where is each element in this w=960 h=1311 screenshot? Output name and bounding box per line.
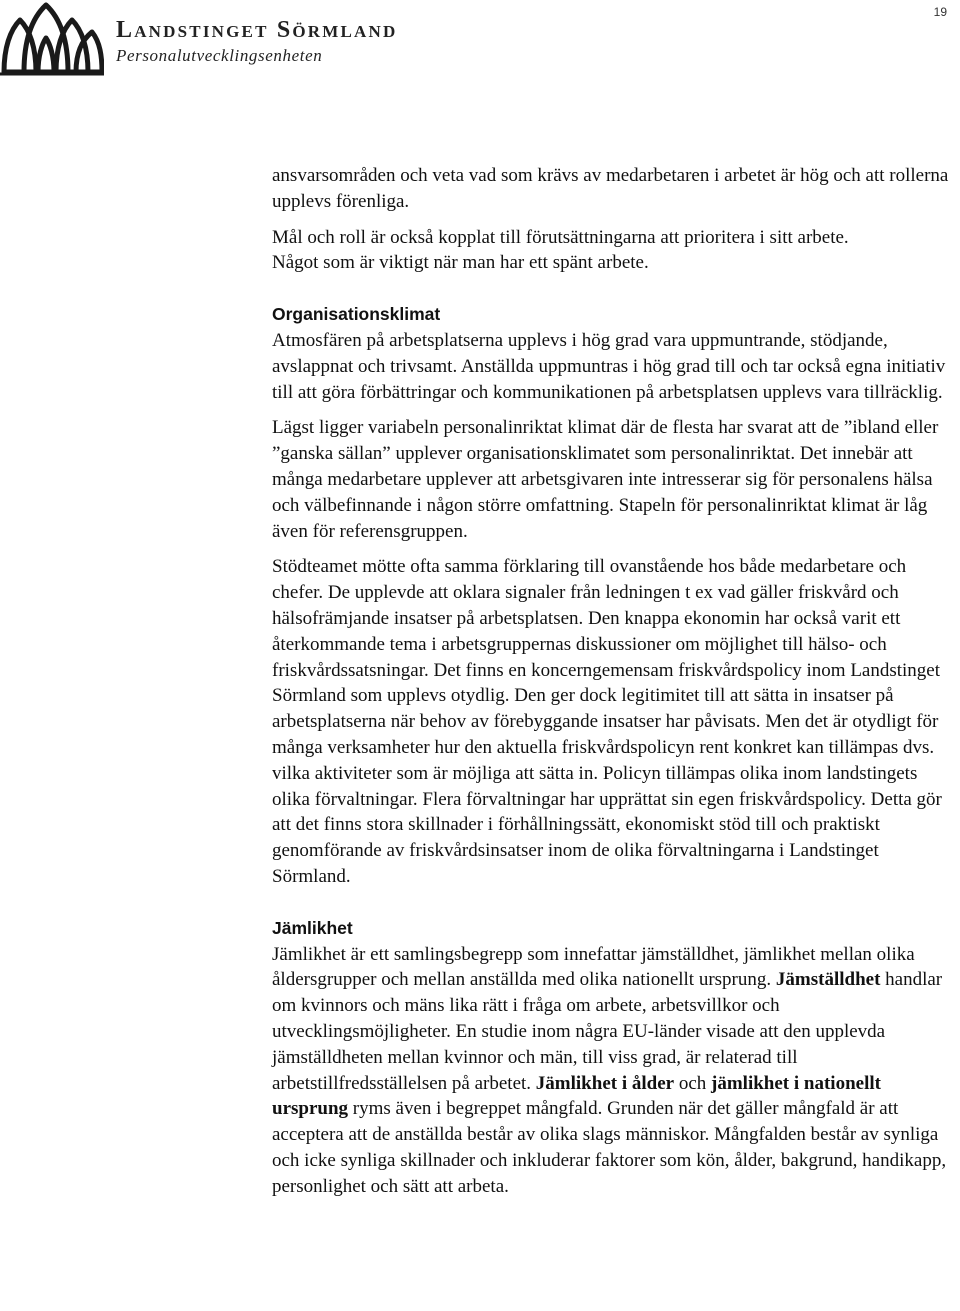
goal-role-sentence: Mål och roll är också kopplat till förutsättningarna att prioritera i sitt arbete. [272, 226, 849, 248]
organization-name: Landstinget Sörmland [116, 17, 398, 43]
equality-bold-2: Jämlikhet i ålder [535, 1072, 675, 1094]
paragraph-atmosphere: Atmosfären på arbetsplatserna upplevs i hög grad vara uppmuntrande, stödjande, avslappnat och trivsamt. Anställda uppmuntras i hög grad till och tar också egna initiativ till att göra förbättringar och kommunikationen på arbetsplatsen upplevs vara tillräcklig. [272, 329, 946, 403]
equality-text-4: ryms även i begreppet mångfald. Grunden när det gäller mångfald är att acceptera att de anställda består av olika slags människor. Mångfalden består av synliga och icke synliga skillnader och inkluderar faktorer som kön, ålder, bakgrund, handikapp, personlighet och sätt att arbeta. [272, 1098, 947, 1197]
paragraph-support-team: Stödteamet mötte ofta samma förklaring till ovanstående hos både medarbetare och chefer. De upplevde att oklara signaler från ledningen t ex vad gäller friskvård och hälsofrämjande insatser på arbetsplatsen. Den knappa ekonomin har också varit ett återkommande tema i arbetsgruppernas diskussioner om möjlighet till hälso- och friskvårdssatsningar. Det finns en koncerngemensam friskvårdspolicy inom Landstinget Sörmland som upplevs otydlig. Den ger dock legitimitet till att sätta in insatser på arbetsplatserna när behov av förebyggande insatser har påvisats. Men det är otydligt för många verksamheter hur den aktuella friskvårdspolicyn rent konkret kan tillämpas dvs. vilka aktiviteter som är möjliga att sätta in. Policyn tillämpas olika inom landstingets olika förvaltningar. Flera förvaltningar har upprättat sin egen friskvårdspolicy. Detta gör att det finns stora skillnader i förhållningssätt, ekonomiskt stöd till och praktiskt genomförande av friskvårdsinsatser inom de olika förvaltningarna i Landstinget Sörmland. [272, 556, 942, 887]
important-sentence: Något som är viktigt när man har ett spänt arbete. [272, 252, 649, 274]
document-body [272, 163, 956, 1209]
equality-bold-3: jämlikhet i nationellt ursprung [272, 1072, 881, 1120]
paragraph-roles: ansvarsområden och veta vad som krävs av medarbetaren i arbetet är hög och att rollerna upplevs förenliga. [272, 165, 949, 212]
section-heading-organisationsklimat: Organisationsklimat [272, 304, 441, 325]
equality-text-1: Jämlikhet är ett samlingsbegrepp som innefattar jämställdhet, jämlikhet mellan olika åldersgrupper och mellan anställda med olika nationellt ursprung. [272, 943, 915, 991]
paragraph-goal-role [272, 225, 956, 277]
section-heading-jamlikhet: Jämlikhet [272, 917, 353, 938]
tulip-crown-logo-icon [0, 0, 104, 76]
equality-text-3: och [674, 1072, 712, 1094]
page-number: 19 [933, 5, 947, 19]
paragraph-equality [272, 942, 956, 1200]
paragraph-personal-climate: Lägst ligger variabeln personalinriktat klimat där de flesta har svarat att de ”ibland eller ”ganska sällan” upplever organisationsklimatet som personalinriktat. Det innebär att många medarbetare upplever att arbetsgivaren inte intresserar sig för personalens hälsa och välbefinnande i någon större omfattning. Stapeln för personalinriktat klimat är låg även för referensgruppen. [272, 417, 939, 542]
equality-bold-1: Jämställdhet [775, 969, 881, 991]
organization-unit: Personalutvecklingsenheten [116, 46, 323, 65]
equality-text-2: handlar om kvinnors och mäns lika rätt i fråga om arbete, arbetsvillkor och utvecklingsmöjligheter. En studie inom några EU-länder visade att den upplevda jämställdheten mellan kvinnor och män, till viss grad, är relaterad till arbetstillfredsställelsen på arbetet. [272, 969, 943, 1094]
